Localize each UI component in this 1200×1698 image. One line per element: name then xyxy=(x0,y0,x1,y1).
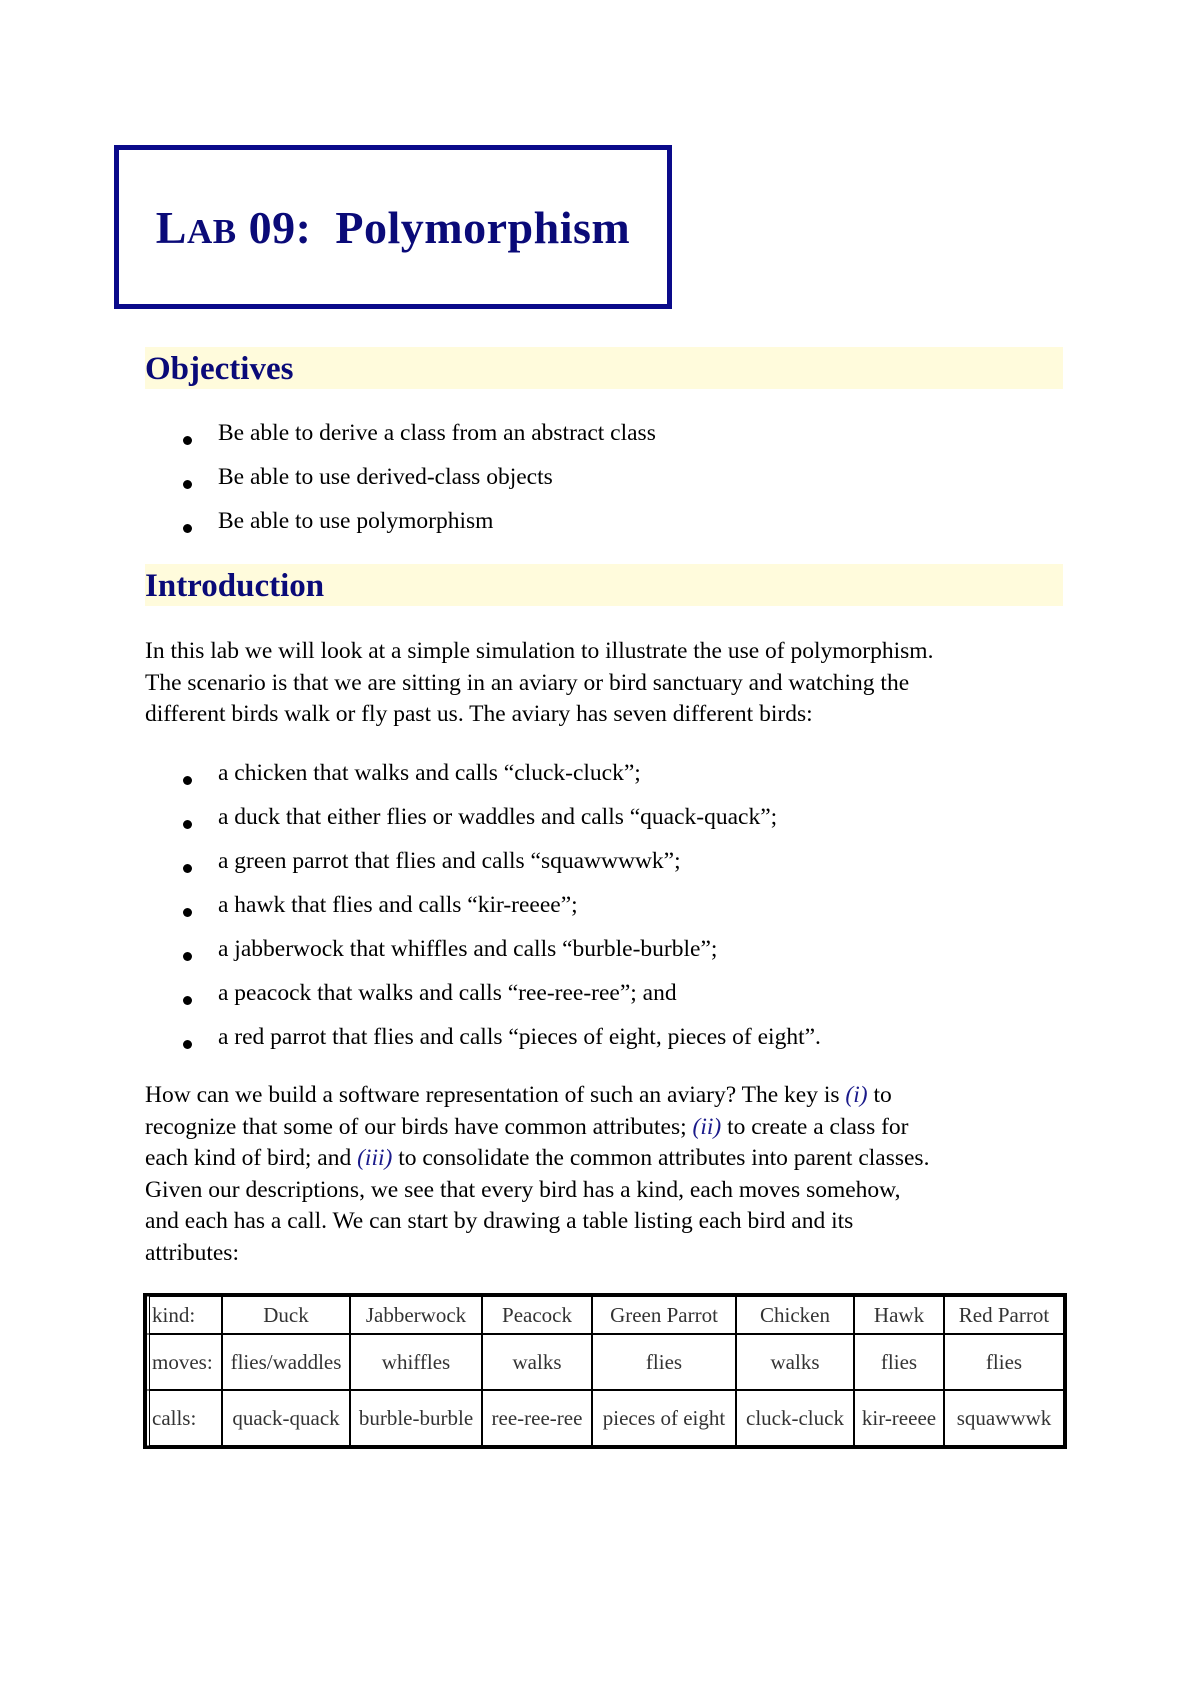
bird-text: a peacock that walks and calls “ree-ree-ree”; and xyxy=(218,980,677,1006)
objectives-heading: Objectives xyxy=(145,347,1063,389)
introduction-heading: Introduction xyxy=(145,564,1063,606)
title-subject: Polymorphism xyxy=(335,201,631,253)
bird-text: a duck that either flies or waddles and calls “quack-quack”; xyxy=(218,804,778,830)
italic-marker: (iii) xyxy=(357,1145,393,1171)
objective-text: Be able to use polymorphism xyxy=(218,508,494,534)
bullet-icon xyxy=(183,864,192,873)
line-text: to create a class for xyxy=(721,1113,909,1140)
table-cell: pieces of eight xyxy=(592,1390,736,1446)
paragraph-line: Given our descriptions, we see that every bird has a kind, each moves somehow, xyxy=(145,1176,901,1203)
bullet-icon xyxy=(183,776,192,785)
row-label: calls: xyxy=(146,1390,222,1446)
table-row xyxy=(146,1390,1064,1446)
table-cell: walks xyxy=(736,1334,854,1390)
list-item xyxy=(145,1022,821,1066)
table-cell: cluck-cluck xyxy=(736,1390,854,1446)
list-item xyxy=(145,846,821,890)
table-cell: Jabberwock xyxy=(350,1296,482,1334)
bullet-icon xyxy=(183,480,192,489)
line-text: How can we build a software representation of such an aviary? The key is xyxy=(145,1082,846,1108)
paragraph-line: In this lab we will look at a simple simulation to illustrate the use of polymorphism. xyxy=(145,638,934,664)
table-cell: Green Parrot xyxy=(592,1296,736,1334)
bird-text: a chicken that walks and calls “cluck-cluck”; xyxy=(218,760,641,786)
paragraph-line xyxy=(145,1112,1075,1144)
bullet-icon xyxy=(183,820,192,829)
objectives-list xyxy=(145,418,656,550)
table-cell: flies xyxy=(592,1334,736,1390)
list-item xyxy=(145,802,821,846)
list-item xyxy=(145,890,821,934)
title-prefix-rest: AB xyxy=(186,211,237,251)
paragraph-line xyxy=(145,1143,1075,1175)
table-cell: whiffles xyxy=(350,1334,482,1390)
title-prefix-initial: L xyxy=(155,201,187,253)
bullet-icon xyxy=(183,908,192,917)
paragraph-line: different birds walk or fly past us. The aviary has seven different birds: xyxy=(145,701,813,727)
bullet-icon xyxy=(183,1040,192,1049)
list-item xyxy=(145,758,821,802)
bird-attributes-table xyxy=(143,1293,1067,1449)
objective-text: Be able to use derived-class objects xyxy=(218,464,553,490)
paragraph-line: The scenario is that we are sitting in an aviary or bird sanctuary and watching the xyxy=(145,669,910,696)
bird-text: a green parrot that flies and calls “squawwwwk”; xyxy=(218,848,681,874)
table-cell: Peacock xyxy=(482,1296,592,1334)
bird-text: a red parrot that flies and calls “pieces of eight, pieces of eight”. xyxy=(218,1024,821,1050)
list-item xyxy=(145,462,656,506)
table-cell: Duck xyxy=(222,1296,350,1334)
table-cell: kir-reeee xyxy=(854,1390,944,1446)
table-cell: quack-quack xyxy=(222,1390,350,1446)
table-cell: walks xyxy=(482,1334,592,1390)
list-item xyxy=(145,978,821,1022)
line-text: to xyxy=(867,1082,892,1108)
table-cell: Hawk xyxy=(854,1296,944,1334)
table-cell: squawwwk xyxy=(944,1390,1064,1446)
birds-list xyxy=(145,758,821,1066)
paragraph-line: and each has a call. We can start by drawing a table listing each bird and its xyxy=(145,1208,854,1234)
table-row xyxy=(146,1334,1064,1390)
bird-text: a jabberwock that whiffles and calls “burble-burble”; xyxy=(218,936,718,962)
table-cell: ree-ree-ree xyxy=(482,1390,592,1446)
table-row xyxy=(146,1296,1064,1334)
italic-marker: (i) xyxy=(845,1082,868,1108)
list-item xyxy=(145,506,656,550)
design-paragraph xyxy=(145,1080,1075,1269)
page-title xyxy=(156,201,630,254)
bullet-icon xyxy=(183,996,192,1005)
bullet-icon xyxy=(183,524,192,533)
table-cell: Chicken xyxy=(736,1296,854,1334)
paragraph-line: attributes: xyxy=(145,1239,239,1266)
bullet-icon xyxy=(183,952,192,961)
line-text: recognize that some of our birds have common attributes; xyxy=(145,1113,693,1140)
list-item xyxy=(145,934,821,978)
italic-marker: (ii) xyxy=(692,1113,722,1140)
paragraph-line xyxy=(145,1080,1075,1112)
table-cell: flies xyxy=(854,1334,944,1390)
bird-text: a hawk that flies and calls “kir-reeee”; xyxy=(218,892,578,918)
table-cell: burble-burble xyxy=(350,1390,482,1446)
list-item xyxy=(145,418,656,462)
table-cell: flies xyxy=(944,1334,1064,1390)
intro-paragraph xyxy=(145,636,1075,731)
table-cell: flies/waddles xyxy=(222,1334,350,1390)
objective-text: Be able to derive a class from an abstract class xyxy=(218,420,656,446)
bullet-icon xyxy=(183,436,192,445)
line-text: to consolidate the common attributes into parent classes. xyxy=(392,1145,930,1171)
title-box xyxy=(114,145,672,309)
title-number: 09: xyxy=(248,201,312,253)
row-label: kind: xyxy=(146,1296,222,1334)
line-text: each kind of bird; and xyxy=(145,1145,358,1171)
row-label: moves: xyxy=(146,1334,222,1390)
table-cell: Red Parrot xyxy=(944,1296,1064,1334)
